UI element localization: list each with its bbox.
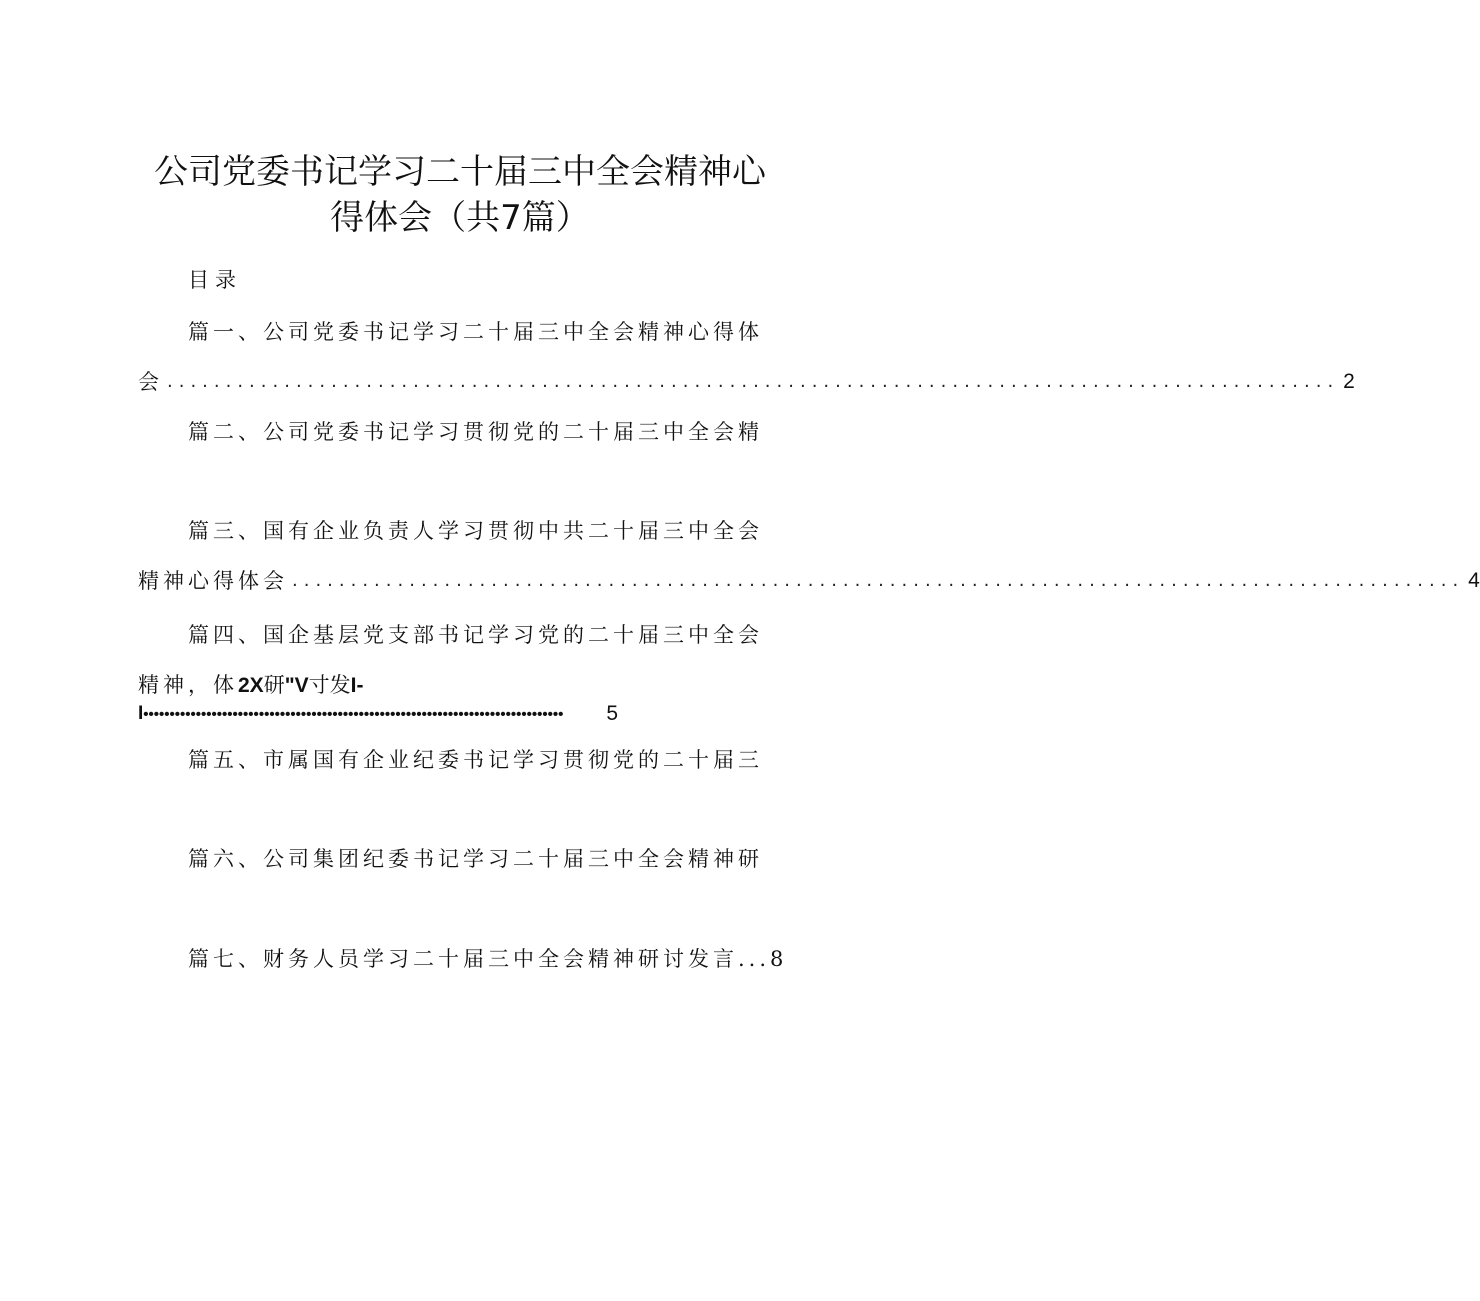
toc-entry-7[interactable]: 篇七、财务人员学习二十届三中全会精神研讨发言...8 xyxy=(188,947,788,971)
toc-entry-5[interactable]: 篇五、市属国有企业纪委书记学习贯彻党的二十届三 xyxy=(188,748,763,772)
toc-entry-4-cont-cjk3: 寸发 xyxy=(308,673,351,697)
toc-entry-4-cont-latin3: I- xyxy=(350,674,364,697)
toc-leader-dots: .................................................................................................... xyxy=(292,570,1465,591)
toc-entry-1-page: 2 xyxy=(1343,370,1355,393)
toc-entry-4[interactable]: 篇四、国企基层党支部书记学习党的二十届三中全会 xyxy=(188,623,763,647)
toc-entry-4-cont-latin2: "V xyxy=(284,674,309,697)
toc-leader-dots: .................................................................................................... xyxy=(167,371,1340,392)
document-title-line-2: 得体会（共7篇） xyxy=(330,198,590,238)
toc-entry-1-continuation[interactable] xyxy=(138,368,1355,396)
toc-entry-3-cont-text: 精神心得体会 xyxy=(138,569,288,593)
toc-entry-4-cont-cjk: 精神，体 xyxy=(138,673,238,697)
toc-entry-4-cont-cjk2: 研 xyxy=(263,673,285,697)
toc-entry-3-continuation[interactable] xyxy=(138,567,1480,595)
toc-entry-4-leader[interactable] xyxy=(138,700,618,728)
document-title-line-1: 公司党委书记学习二十届三中全会精神心 xyxy=(154,152,766,192)
toc-entry-3-page: 4 xyxy=(1468,569,1480,592)
toc-entry-1[interactable]: 篇一、公司党委书记学习二十届三中全会精神心得体 xyxy=(188,320,763,344)
toc-leader-bullets: •••••••••••••••••••••••••••••••••••••••••••••••••••••••••••••••••••••••••••••••• xyxy=(143,705,564,723)
toc-entry-1-cont-text: 会 xyxy=(138,370,163,394)
toc-entry-4-continuation[interactable] xyxy=(138,671,363,700)
toc-label: 目录 xyxy=(188,268,242,292)
toc-entry-4-bullet-lead: I xyxy=(138,703,144,724)
toc-entry-3[interactable]: 篇三、国有企业负责人学习贯彻中共二十届三中全会 xyxy=(188,519,763,543)
toc-entry-4-page: 5 xyxy=(606,702,618,725)
toc-entry-4-cont-latin: 2X xyxy=(238,674,264,697)
toc-entry-2[interactable]: 篇二、公司党委书记学习贯彻党的二十届三中全会精 xyxy=(188,420,763,444)
toc-entry-6[interactable]: 篇六、公司集团纪委书记学习二十届三中全会精神研 xyxy=(188,847,763,871)
